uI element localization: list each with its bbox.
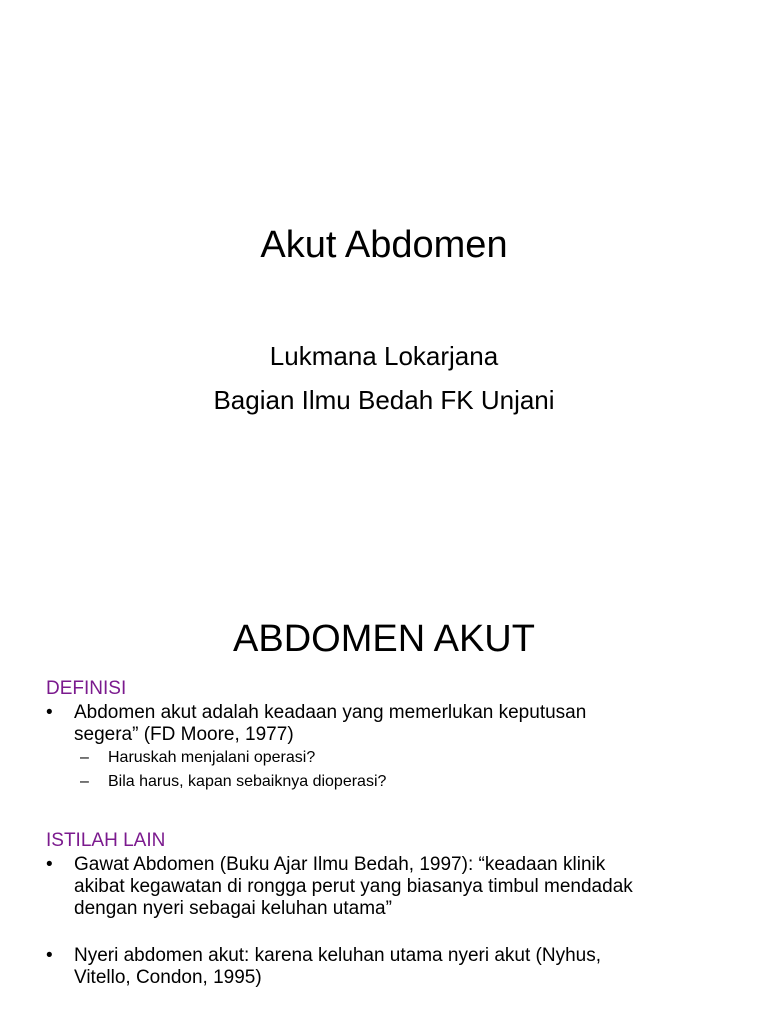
bullet-icon: •	[46, 854, 53, 875]
sub-bullet-text: Haruskah menjalani operasi?	[108, 749, 316, 766]
bullet-item	[46, 945, 736, 989]
dash-icon: –	[80, 749, 89, 766]
bullet-text-line: Nyeri abdomen akut: karena keluhan utama nyeri akut (Nyhus,	[74, 945, 601, 966]
section-heading-istilah-lain: ISTILAH LAIN	[46, 830, 166, 851]
slide-title: Akut Abdomen	[260, 224, 508, 266]
sub-bullet-item	[46, 770, 736, 794]
bullet-text-line: Gawat Abdomen (Buku Ajar Ilmu Bedah, 1997): “keadaan klinik	[74, 854, 606, 875]
bullet-icon: •	[46, 702, 53, 723]
bullet-item	[46, 854, 736, 920]
author-name: Lukmana Lokarjana	[269, 341, 499, 371]
sub-bullet-item	[46, 746, 736, 770]
slide-body	[46, 676, 736, 989]
bullet-icon: •	[46, 945, 53, 966]
content-slide	[0, 576, 768, 1024]
slide-subtitle	[0, 334, 768, 422]
bullet-item	[46, 702, 736, 746]
bullet-text-line: Abdomen akut adalah keadaan yang memerlukan keputusan	[74, 702, 587, 723]
slide-title: ABDOMEN AKUT	[233, 618, 535, 660]
bullet-text-line: Vitello, Condon, 1995)	[74, 967, 262, 988]
author-affiliation: Bagian Ilmu Bedah FK Unjani	[213, 385, 555, 415]
dash-icon: –	[80, 773, 89, 790]
sub-bullet-text: Bila harus, kapan sebaiknya dioperasi?	[108, 773, 387, 790]
bullet-text-line: akibat kegawatan di rongga perut yang biasanya timbul mendadak	[74, 876, 633, 897]
bullet-text-line: dengan nyeri sebagai keluhan utama”	[74, 898, 392, 919]
bullet-text-line: segera” (FD Moore, 1977)	[74, 724, 294, 745]
section-heading-definisi: DEFINISI	[46, 678, 127, 699]
